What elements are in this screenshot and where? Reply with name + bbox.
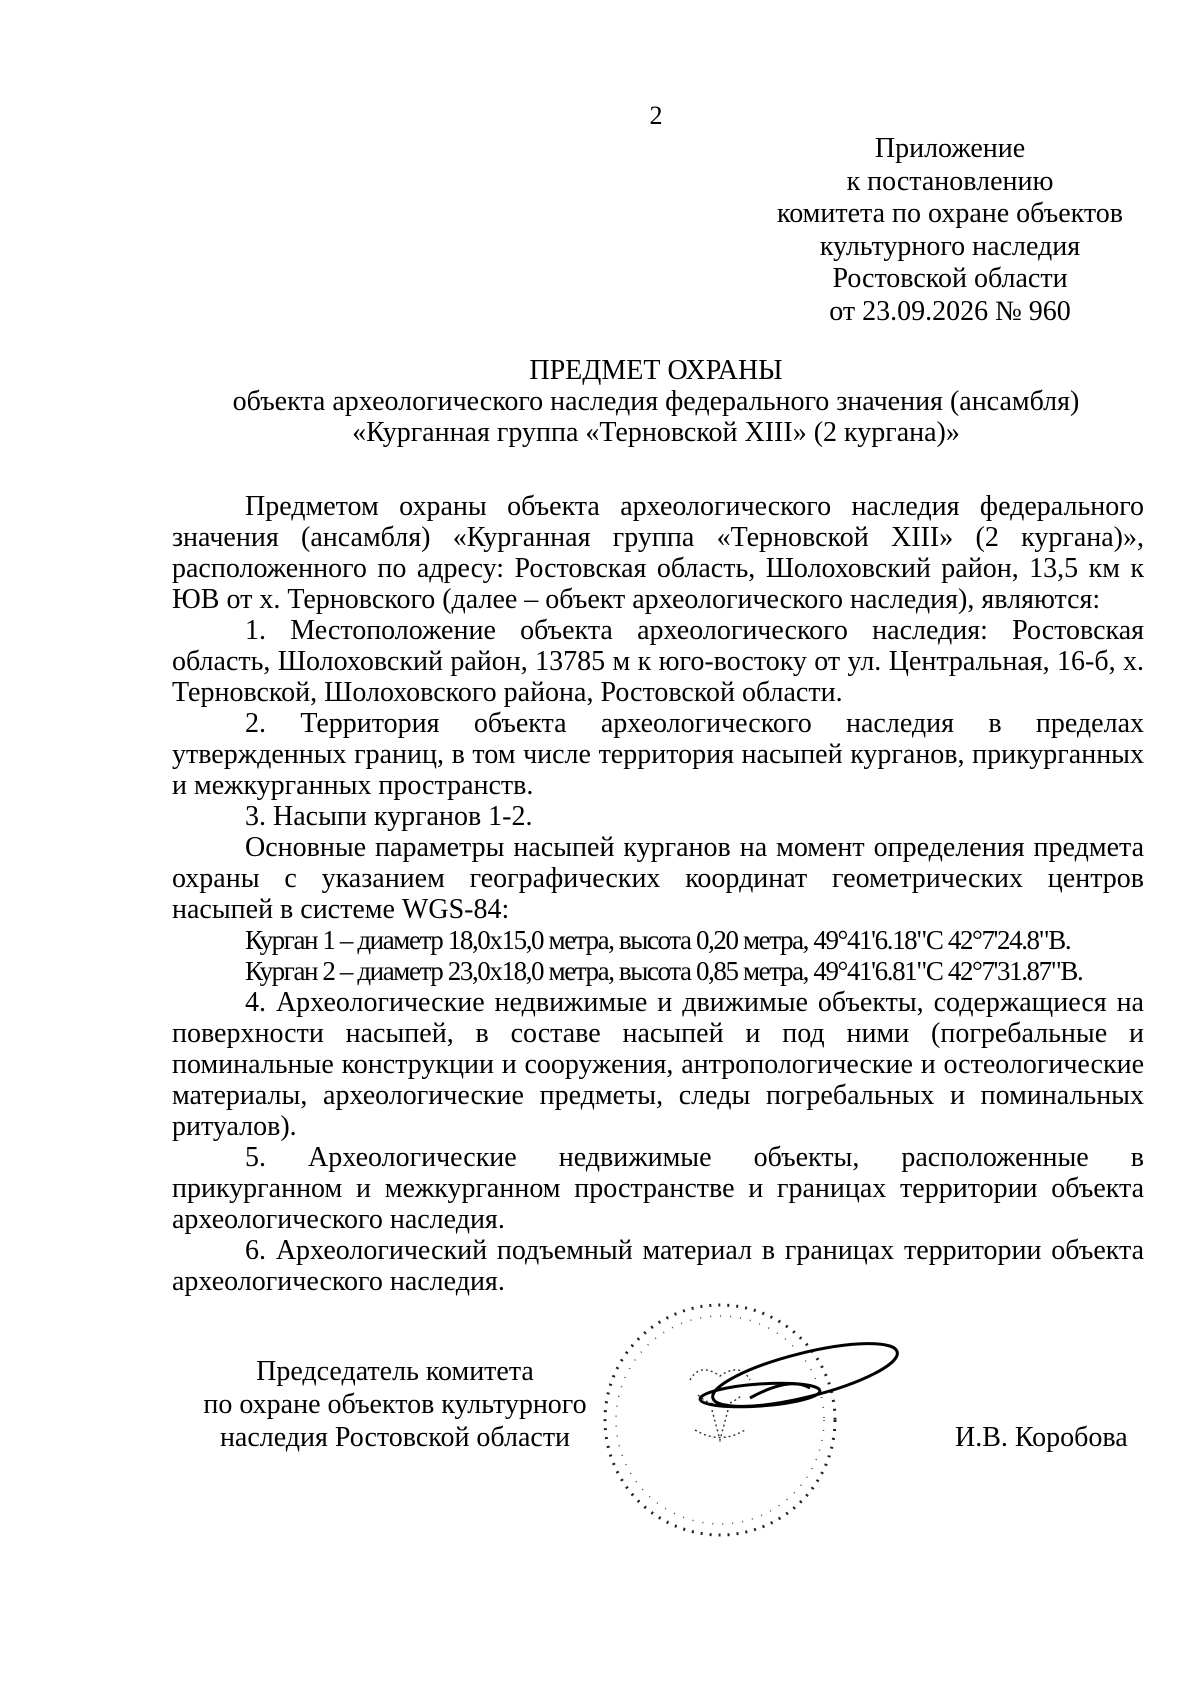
appendix-line: комитета по охране объектов (777, 198, 1123, 229)
params-paragraph: Основные параметры насыпей курганов на момент определения предмета охраны с указанием географических координат геометрических центров насыпей в системе WGS-84: (172, 832, 1144, 925)
signatory-name: И.В. Коробова (955, 1422, 1128, 1453)
title-heading: ПРЕДМЕТ ОХРАНЫ (529, 355, 783, 386)
item-3-mounds: 3. Насыпи курганов 1-2. (245, 801, 533, 832)
signatory-title-line: по охране объектов культурного (203, 1389, 587, 1420)
document-body (172, 491, 1144, 1297)
item-1-location: 1. Местоположение объекта археологического наследия: Ростовская область, Шолоховский район, 13785 м к юго-востоку от ул. Центральная, 16-б, х. Терновской, Шолоховского района, Ростовской области. (172, 615, 1144, 708)
item-4-objects: 4. Археологические недвижимые и движимые объекты, содержащиеся на поверхности насыпей, в составе насыпей и под ними (погребальные и поминальные конструкции и сооружения, антропологические и остеологические материалы, археологические предметы, следы погребальных и поминальных ритуалов). (172, 987, 1144, 1142)
intro-paragraph: Предметом охраны объекта археологического наследия федерального значения (ансамбля) «Курганная группа «Терновской XIII» (2 кургана)», расположенного по адресу: Ростовская область, Шолоховский район, 13,5 км к ЮВ от х. Терновского (далее – объект археологического наследия), являются: (172, 491, 1144, 615)
title-subject: объекта археологического наследия федерального значения (ансамбля) (232, 386, 1080, 417)
appendix-line: культурного наследия (819, 230, 1081, 262)
seal-and-signature (600, 1270, 940, 1550)
signatory-title-line: наследия Ростовской области (219, 1422, 571, 1453)
item-5-objects: 5. Археологические недвижимые объекты, расположенные в прикурганном и межкурганном пространстве и границах территории объекта археологического наследия. (172, 1142, 1144, 1235)
kurgan-1-parameters: Курган 1 – диаметр 18,0х15,0 метра, высота 0,20 метра, 49°41'6.18"С 42°7'24.8"В. (245, 925, 1071, 955)
handwritten-signature (699, 1331, 902, 1420)
item-2-territory: 2. Территория объекта археологического наследия в пределах утвержденных границ, в том числе территория насыпей курганов, прикурганных и межкурганных пространств. (172, 708, 1144, 801)
item-6-material: 6. Археологический подъемный материал в границах территории объекта археологического наследия. (172, 1235, 1144, 1297)
appendix-date-number: от 23.09.2026 № 960 (829, 295, 1071, 327)
title-object-name: «Курганная группа «Терновской XIII» (2 кургана)» (352, 417, 960, 448)
document-title (170, 355, 1142, 448)
kurgan-2-parameters: Курган 2 – диаметр 23,0х18,0 метра, высота 0,85 метра, 49°41'6.81"С 42°7'31.87"В. (245, 956, 1083, 986)
stamp-inner-ring (616, 1316, 824, 1524)
signatory-title-line: Председатель комитета (256, 1356, 534, 1387)
appendix-line: к постановлению (846, 165, 1054, 197)
stamp-outer-ring (605, 1305, 835, 1535)
appendix-line: Приложение (874, 133, 1026, 164)
page-number: 2 (649, 101, 663, 130)
signatory-title (180, 1355, 610, 1454)
appendix-header (735, 133, 1165, 328)
appendix-line: Ростовской области (832, 263, 1068, 294)
